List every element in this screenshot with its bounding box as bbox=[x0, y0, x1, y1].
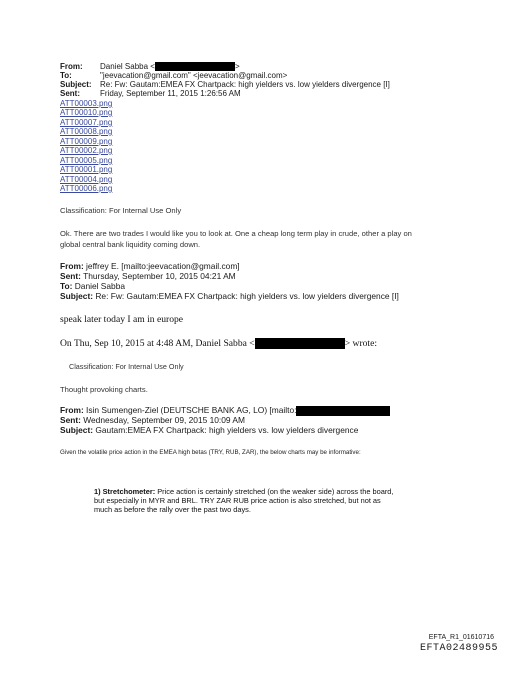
from-label: From: bbox=[60, 261, 84, 271]
to-value: Daniel Sabba bbox=[72, 281, 126, 291]
footer-id-small: EFTA_R1_01610716 bbox=[428, 634, 494, 641]
subject-label: Subject: bbox=[60, 80, 92, 89]
stretch-line: much as before the rally over the past two days. bbox=[94, 505, 251, 514]
to-label: To: bbox=[60, 281, 73, 291]
sent-value: Friday, September 11, 2015 1:26:56 AM bbox=[100, 89, 241, 98]
from-value: jeffrey E. [mailto:jeevacation@gmail.com] bbox=[83, 261, 240, 271]
from-name: Daniel Sabba < bbox=[100, 62, 155, 71]
body-line: global central bank liquidity coming down. bbox=[60, 240, 201, 249]
quote-suffix: > wrote: bbox=[344, 338, 378, 349]
stretch-line: but especially in MYR and BRL. TRY ZAR RUB price action is also stretched, but not as bbox=[94, 496, 381, 505]
quote-attribution bbox=[60, 338, 377, 349]
body-line: Thought provoking charts. bbox=[60, 385, 148, 394]
attachment-link[interactable]: ATT00004.png bbox=[60, 175, 113, 184]
email3-subject-row bbox=[60, 426, 358, 435]
attachment-link[interactable]: ATT00007.png bbox=[60, 118, 113, 127]
body-line: Given the volatile price action in the EMEA high betas (TRY, RUB, ZAR), the below charts may be informative: bbox=[60, 449, 361, 456]
to-value: "jeevacation@gmail.com" <jeevacation@gmail.com> bbox=[100, 71, 288, 80]
email2-from-row bbox=[60, 262, 240, 271]
reply-text: speak later today I am in europe bbox=[60, 314, 184, 325]
email2-sent-row bbox=[60, 272, 236, 281]
stretch-title: 1) Stretchometer: bbox=[94, 487, 156, 496]
attachment-link[interactable]: ATT00005.png bbox=[60, 156, 113, 165]
attachment-link[interactable]: ATT00006.png bbox=[60, 184, 113, 193]
email2-to-row bbox=[60, 282, 125, 291]
subject-label: Subject: bbox=[60, 425, 94, 435]
footer-id-large: EFTA02489955 bbox=[419, 643, 498, 654]
attachment-link[interactable]: ATT00008.png bbox=[60, 127, 113, 136]
email1-from-row bbox=[60, 62, 240, 71]
email3-sent-row bbox=[60, 416, 245, 425]
to-label: To: bbox=[60, 71, 72, 80]
email1-sent-row bbox=[60, 89, 241, 98]
attachment-link[interactable]: ATT00002.png bbox=[60, 146, 113, 155]
email1-to-row bbox=[60, 71, 287, 80]
redaction-box bbox=[296, 406, 390, 416]
subject-value: Re: Fw: Gautam:EMEA FX Chartpack: high yielders vs. low yielders divergence [I] bbox=[93, 291, 399, 301]
attachment-link[interactable]: ATT00010.png bbox=[60, 108, 113, 117]
stretch-text: Price action is certainly stretched (on the weaker side) across the board, bbox=[155, 487, 394, 496]
stretch-line bbox=[94, 487, 393, 496]
from-value: Isin Sumengen-Ziel (DEUTSCHE BANK AG, LO) [mailto: bbox=[83, 405, 297, 416]
body-line: Ok. There are two trades I would like you to look at. One a cheap long term play in crude, other a play on bbox=[60, 229, 412, 238]
quote-prefix: On Thu, Sep 10, 2015 at 4:48 AM, Daniel Sabba < bbox=[60, 338, 255, 349]
from-label: From: bbox=[60, 405, 84, 416]
email2-subject-row bbox=[60, 292, 399, 301]
from-label: From: bbox=[60, 62, 83, 71]
attachment-link[interactable]: ATT00001.png bbox=[60, 165, 113, 174]
subject-value: Gautam:EMEA FX Chartpack: high yielders vs. low yielders divergence bbox=[93, 425, 359, 435]
sent-value: Thursday, September 10, 2015 04:21 AM bbox=[80, 271, 236, 281]
attachment-link[interactable]: ATT00009.png bbox=[60, 137, 113, 146]
classification-text: Classification: For Internal Use Only bbox=[69, 362, 184, 371]
sent-label: Sent: bbox=[60, 271, 81, 281]
classification-text: Classification: For Internal Use Only bbox=[60, 206, 182, 215]
sent-value: Wednesday, September 09, 2015 10:09 AM bbox=[80, 415, 245, 425]
sent-label: Sent: bbox=[60, 89, 80, 98]
attachment-link[interactable]: ATT00003.png bbox=[60, 99, 113, 108]
subject-label: Subject: bbox=[60, 291, 94, 301]
subject-value: Re: Fw: Gautam:EMEA FX Chartpack: high yielders vs. low yielders divergence [I] bbox=[100, 80, 390, 89]
redaction-box bbox=[255, 338, 345, 349]
email1-subject-row bbox=[60, 80, 390, 89]
sent-label: Sent: bbox=[60, 415, 81, 425]
from-tail: > bbox=[234, 62, 240, 71]
